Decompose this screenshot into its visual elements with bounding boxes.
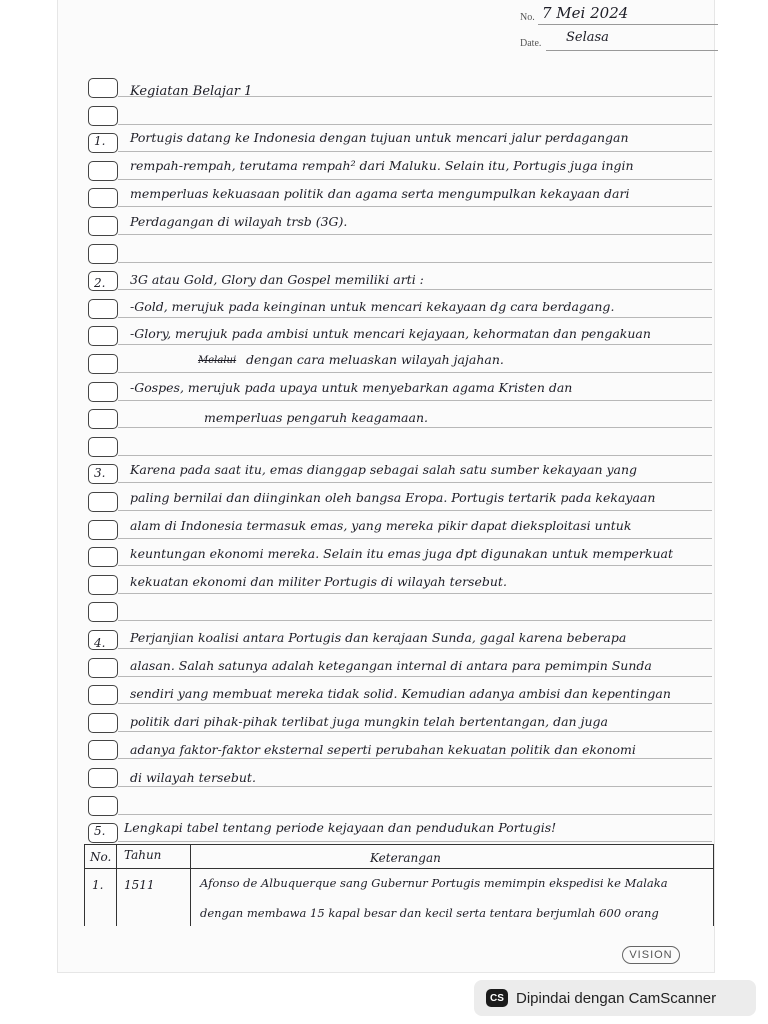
item-line: Lengkapi tabel tentang periode kejayaan dan pendudukan Portugis! bbox=[124, 820, 557, 835]
date-rule bbox=[546, 50, 718, 51]
margin-box bbox=[88, 658, 118, 678]
ruled-line bbox=[118, 593, 712, 594]
ruled-line bbox=[118, 731, 712, 732]
table-cell-no: 1. bbox=[92, 878, 104, 892]
date-value: Selasa bbox=[566, 30, 609, 45]
date-label: Date. bbox=[520, 38, 542, 49]
ruled-line bbox=[118, 400, 712, 401]
item-line: paling bernilai dan diinginkan oleh bangsa Eropa. Portugis tertarik pada kekayaan bbox=[130, 490, 656, 505]
no-value: 7 Mei 2024 bbox=[542, 4, 629, 22]
ruled-line bbox=[118, 841, 712, 842]
item-line: alam di Indonesia termasuk emas, yang mereka pikir dapat dieksploitasi untuk bbox=[130, 518, 632, 533]
ruled-line bbox=[118, 510, 712, 511]
camscanner-text: Dipindai dengan CamScanner bbox=[516, 989, 717, 1007]
margin-box bbox=[88, 188, 118, 208]
table-cell-tahun: 1511 bbox=[124, 878, 155, 892]
ruled-line bbox=[118, 648, 712, 649]
margin-box bbox=[88, 685, 118, 705]
ruled-line bbox=[118, 814, 712, 815]
margin-box bbox=[88, 520, 118, 540]
item-line: memperluas pengaruh keagamaan. bbox=[204, 410, 428, 425]
ruled-line bbox=[118, 758, 712, 759]
table-header-keterangan: Keterangan bbox=[370, 851, 441, 865]
ruled-line bbox=[118, 344, 712, 345]
ruled-line bbox=[118, 676, 712, 677]
ruled-line bbox=[118, 786, 712, 787]
item-number: 5. bbox=[94, 824, 106, 838]
table-cell-keterangan: Afonso de Albuquerque sang Gubernur Portugis memimpin ekspedisi ke Malaka bbox=[200, 876, 668, 890]
vision-brand-mark: VISION bbox=[622, 946, 680, 964]
item-line: 3G atau Gold, Glory dan Gospel memiliki arti : bbox=[130, 272, 424, 287]
item-line: Perjanjian koalisi antara Portugis dan kerajaan Sunda, gagal karena beberapa bbox=[130, 630, 627, 645]
table-row-divider bbox=[84, 868, 714, 869]
margin-box bbox=[88, 299, 118, 319]
table-header-tahun: Tahun bbox=[124, 848, 162, 862]
item-line: keuntungan ekonomi mereka. Selain itu emas juga dpt digunakan untuk memperkuat bbox=[130, 546, 673, 561]
camscanner-watermark bbox=[474, 980, 756, 1016]
margin-box bbox=[88, 161, 118, 181]
item-number: 2. bbox=[94, 276, 106, 290]
item-line: politik dari pihak-pihak terlibat juga mungkin telah bertentangan, dan juga bbox=[130, 714, 608, 729]
item-line: Perdagangan di wilayah trsb (3G). bbox=[130, 214, 348, 229]
ruled-line bbox=[118, 317, 712, 318]
margin-box bbox=[88, 106, 118, 126]
no-label: No. bbox=[520, 12, 535, 23]
margin-box bbox=[88, 796, 118, 816]
ruled-line bbox=[118, 179, 712, 180]
item-line: -Gospes, merujuk pada upaya untuk menyebarkan agama Kristen dan bbox=[130, 380, 573, 395]
table-col-divider bbox=[190, 844, 191, 926]
margin-box bbox=[88, 409, 118, 429]
ruled-line bbox=[118, 455, 712, 456]
margin-box bbox=[88, 713, 118, 733]
ruled-line bbox=[118, 206, 712, 207]
margin-box bbox=[88, 492, 118, 512]
ruled-line bbox=[118, 538, 712, 539]
table-header-no: No. bbox=[90, 850, 112, 864]
item-line: -Glory, merujuk pada ambisi untuk mencari kejayaan, kehormatan dan pengakuan bbox=[130, 326, 651, 341]
margin-box bbox=[88, 768, 118, 788]
camscanner-logo-icon: CS bbox=[486, 989, 508, 1007]
table-col-divider bbox=[116, 844, 117, 926]
item-line: rempah-rempah, terutama rempah² dari Maluku. Selain itu, Portugis juga ingin bbox=[130, 158, 634, 173]
item-line: memperluas kekuasaan politik dan agama serta mengumpulkan kekayaan dari bbox=[130, 186, 630, 201]
margin-box bbox=[88, 354, 118, 374]
item-line: alasan. Salah satunya adalah ketegangan internal di antara para pemimpin Sunda bbox=[130, 658, 652, 673]
ruled-line bbox=[118, 289, 712, 290]
ruled-line bbox=[118, 427, 712, 428]
item-line: Portugis datang ke Indonesia dengan tujuan untuk mencari jalur perdagangan bbox=[130, 130, 629, 145]
table-cell-keterangan: dengan membawa 15 kapal besar dan kecil serta tentara berjumlah 600 orang bbox=[200, 906, 659, 920]
margin-box bbox=[88, 216, 118, 236]
margin-box bbox=[88, 382, 118, 402]
ruled-line bbox=[118, 151, 712, 152]
item-line: sendiri yang membuat mereka tidak solid. Kemudian adanya ambisi dan kepentingan bbox=[130, 686, 671, 701]
ruled-line bbox=[118, 482, 712, 483]
margin-box bbox=[88, 740, 118, 760]
ruled-line bbox=[118, 234, 712, 235]
margin-box bbox=[88, 602, 118, 622]
no-rule bbox=[538, 24, 718, 25]
ruled-line bbox=[118, 620, 712, 621]
page-title: Kegiatan Belajar 1 bbox=[130, 84, 253, 99]
ruled-line bbox=[118, 262, 712, 263]
struck-word: Melalui bbox=[198, 355, 237, 366]
item-line: adanya faktor-faktor eksternal seperti perubahan kekuatan politik dan ekonomi bbox=[130, 742, 636, 757]
item-number: 1. bbox=[94, 134, 106, 148]
item-line: -Gold, merujuk pada keinginan untuk mencari kekayaan dg cara berdagang. bbox=[130, 299, 615, 314]
margin-box bbox=[88, 244, 118, 264]
margin-box bbox=[88, 575, 118, 595]
item-line: kekuatan ekonomi dan militer Portugis di wilayah tersebut. bbox=[130, 574, 507, 589]
item-number: 3. bbox=[94, 466, 106, 480]
margin-box bbox=[88, 437, 118, 457]
item-number: 4. bbox=[94, 636, 106, 650]
ruled-line bbox=[118, 124, 712, 125]
item-line: Karena pada saat itu, emas dianggap sebagai salah satu sumber kekayaan yang bbox=[130, 462, 638, 477]
margin-box bbox=[88, 547, 118, 567]
ruled-line bbox=[118, 703, 712, 704]
item-line: di wilayah tersebut. bbox=[130, 770, 256, 785]
ruled-line bbox=[118, 565, 712, 566]
item-line: dengan cara meluaskan wilayah jajahan. bbox=[246, 352, 504, 367]
margin-box bbox=[88, 78, 118, 98]
ruled-line bbox=[118, 372, 712, 373]
margin-box bbox=[88, 326, 118, 346]
